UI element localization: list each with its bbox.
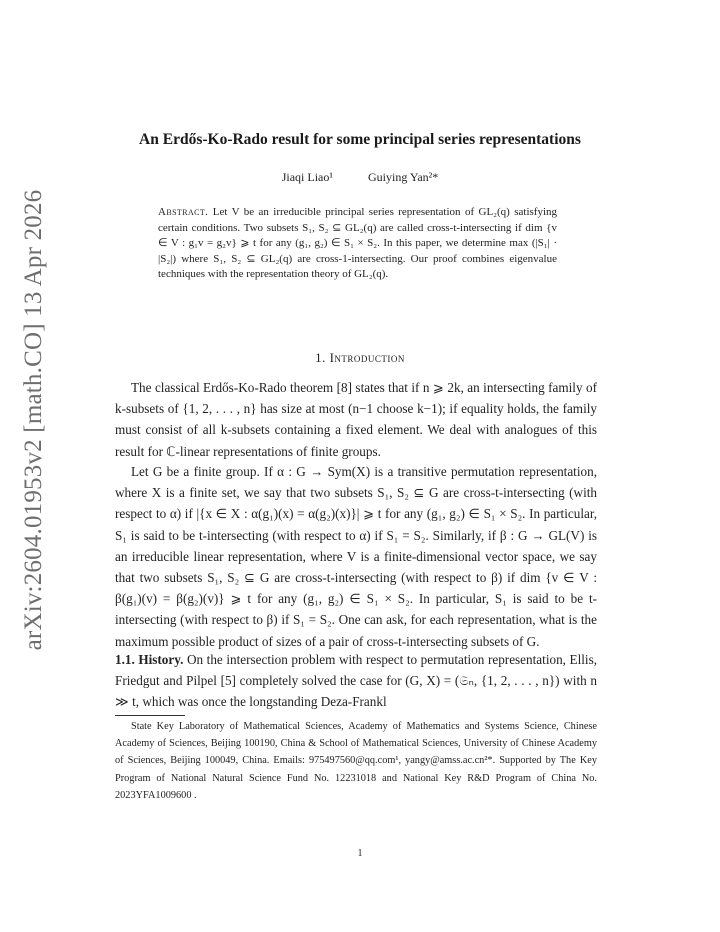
abstract bbox=[158, 205, 557, 283]
section-title: 1. Introduction bbox=[315, 350, 405, 365]
footnote-rule bbox=[115, 715, 185, 716]
author-2: Guiying Yan²* bbox=[367, 170, 439, 184]
paragraph-3-text: On the intersection problem with respect to permutation representation, Ellis, Friedgut and Pilpel [5] completely solved the case for (G, X) = (𝔖ₙ, {1, 2, . . . , n}) with n ≫ t, which was once the longstanding Deza-Frankl bbox=[115, 652, 598, 710]
arxiv-id: arXiv:2604.01953v2 [math.CO] 13 Apr 2026 bbox=[20, 189, 47, 651]
author-1: Jiaqi Liao¹ bbox=[281, 170, 333, 184]
paper-title: An Erdős-Ko-Rado result for some principal series representations bbox=[139, 131, 581, 148]
arxiv-stamp bbox=[14, 175, 54, 665]
paragraph-3 bbox=[115, 649, 597, 713]
page-number: 1 bbox=[357, 848, 363, 859]
author-list bbox=[0, 170, 720, 185]
abstract-heading: Abstract. bbox=[158, 206, 209, 218]
paragraph-1: The classical Erdős-Ko-Rado theorem [8] states that if n ⩾ 2k, an intersecting family of k-subsets of {1, 2, . . . , n} has size at most (n−1 choose k−1); if equality holds, the family must consist of all k-subsets containing a fixed element. We deal with analogues of this result for ℂ-linear representations of finite groups. bbox=[115, 380, 597, 459]
footnote: State Key Laboratory of Mathematical Sciences, Academy of Mathematics and Systems Science, Chinese Academy of Sciences, Beijing 100190, China & School of Mathematical Sciences, University of Chinese Academy of Sciences, Beijing 100049, China. Emails: 975497560@qq.com¹, yangy@amss.ac.cn²*. Supported by The Key Program of National Natural Science Fund No. 12231018 and National Key R&D Program of China No. 2023YFA1009600 . bbox=[115, 721, 597, 801]
paragraph-2: Let G be a finite group. If α : G → Sym(X) is a transitive permutation representation, where X is a finite set, we say that two subsets S₁, S₂ ⊆ G are cross-t-intersecting (with respect to α) if |{x ∈ X : α(g₁)(x) = α(g₂)(x)}| ⩾ t for any (g₁, g₂) ∈ S₁ × S₂. In particular, S₁ is said to be t-intersecting (with respect to α) if S₁ = S₂. Similarly, if β : G → GL(V) is an irreducible linear representation, where V is a finite-dimensional vector space, we say that two subsets S₁, S₂ ⊆ G are cross-t-intersecting (with respect to β) if dim {v ∈ V : β(g₁)(v) = β(g₂)(v)} ⩾ t for any (g₁, g₂) ∈ S₁ × S₂. In particular, S₁ is said to be t-intersecting (with respect to β) if S₁ = S₂. One can ask, for each representation, what is the maximum possible product of sizes of a pair of cross-t-intersecting subsets of G. bbox=[115, 464, 597, 649]
abstract-text: Let V be an irreducible principal series representation of GL₂(q) satisfying certain conditions. Two subsets S₁, S₂ ⊆ GL₂(q) are called cross-t-intersecting if dim {v ∈ V : g₁v = g₂v} ⩾ t for any (g₁, g₂) ∈ S₁ × S₂. In this paper, we determine max (|S₁| · |S₂|) where S₁, S₂ ⊆ GL₂(q) are cross-1-intersecting. Our proof combines eigenvalue techniques with the representation theory of GL₂(q). bbox=[158, 206, 558, 281]
subsection-heading: 1.1. History. bbox=[115, 652, 184, 667]
